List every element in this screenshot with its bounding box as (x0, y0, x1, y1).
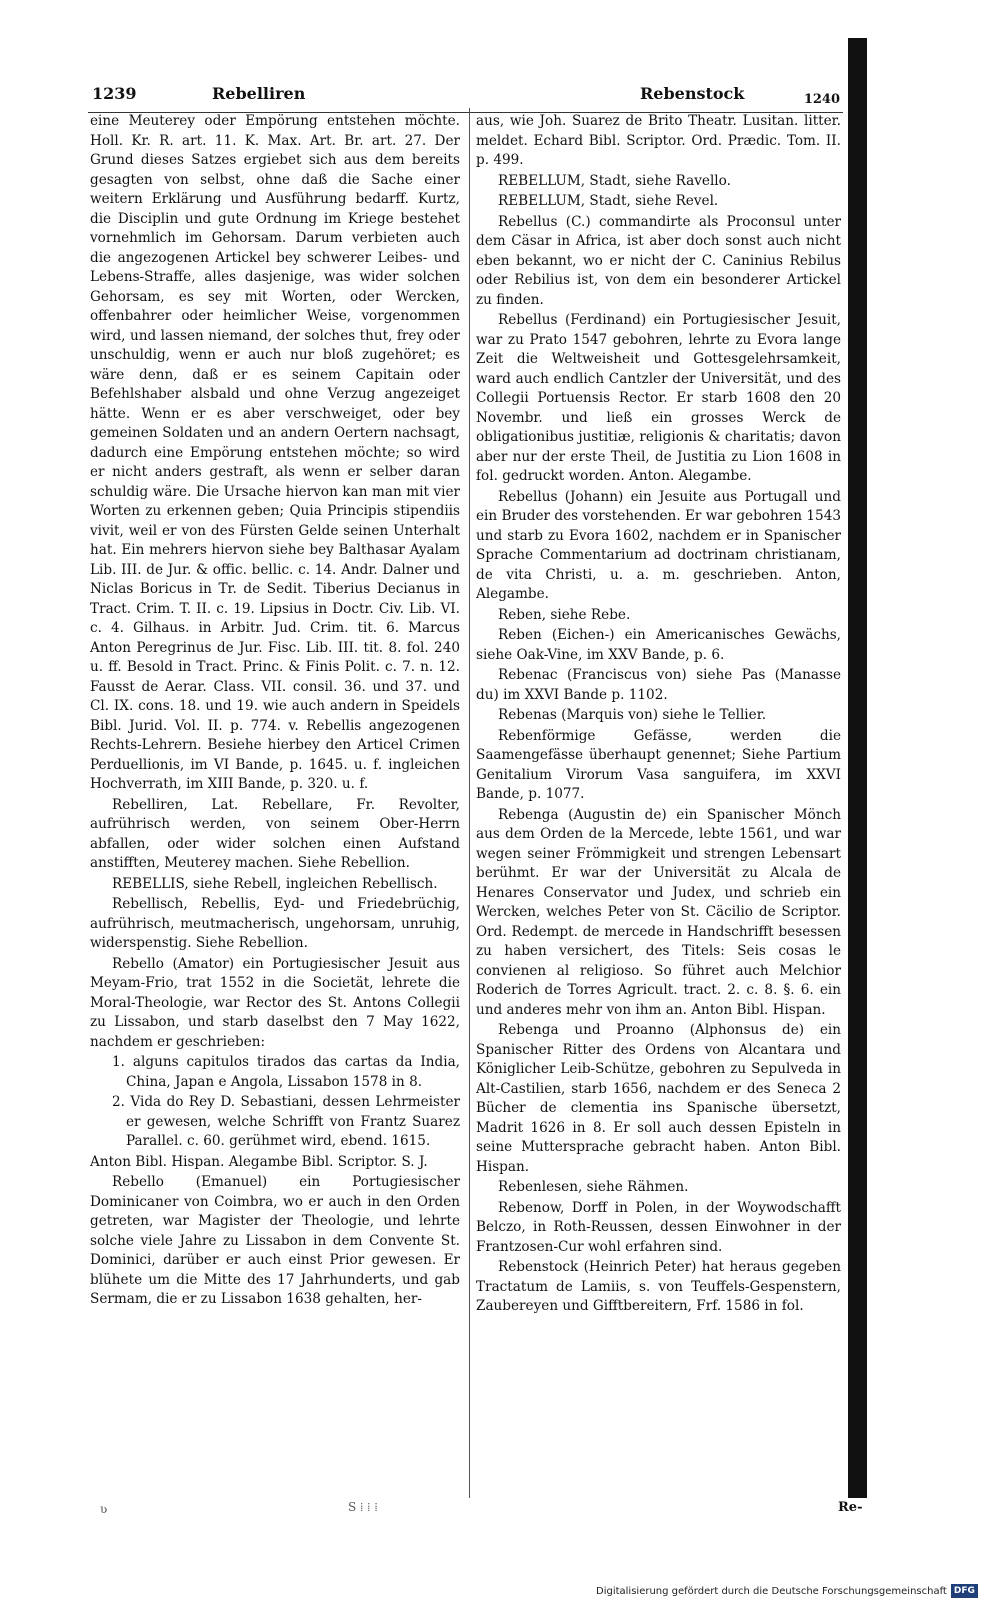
running-head-right: Rebenstock (640, 84, 745, 103)
footer-mark-left: ʋ (100, 1502, 108, 1516)
dfg-logo: DFG (951, 1584, 978, 1598)
page-number-right: 1240 (803, 92, 840, 107)
entry-paragraph: Rebenga (Augustin de) ein Spanischer Mönch aus dem Orden de la Mercede, lebte 1561, und war wegen seiner Frömmigkeit und strengen Lebensart berühmt. Er war der Universität zu Alcala de Henares Conservator und Judex, und schrieb ein Wercken, welches Peter von St. Cäcilio de Scriptor. Ord. Redempt. de mercede in Handschrifft besessen zu haben versichert, des Titels: Seis cosas le convienen al religioso. So führet auch Melchior Roderich de Torres Agricult. tract. 2. c. 8. §. 6. ein und anderes mehr von ihm an. Anton Bibl. Hispan. (476, 806, 841, 1018)
entry-paragraph: Rebellus (Ferdinand) ein Portugiesischer Jesuit, war zu Prato 1547 gebohren, lehrte zu Evora lange Zeit die Weltweisheit und Gottesgelehrsamkeit, ward auch endlich Cantzler der Universität, und des Collegii Portuensis Rector. Er starb 1608 den 20 Novembr. und ließ ein grosses Werck de obligationibus justitiæ, religionis & charitatis; davon aber nur der erste Theil, de Justitia zu Lion 1608 in fol. gedruckt worden. Anton. Alegambe. (476, 312, 841, 484)
page-number-left: 1239 (92, 84, 137, 103)
entry-paragraph: REBELLUM, Stadt, siehe Revel. (498, 193, 719, 209)
entry-paragraph: Rebello (Amator) ein Portugiesischer Jesuit aus Meyam-Frio, trat 1552 in die Societät, lehrete die Moral-Theologie, war Rector des St. Antons Collegii zu Lissabon, und starb daselbst den 7 May 1622, nachdem er geschrieben: (90, 955, 460, 1050)
footer-signature-mark: S ⁞ ⁞ ⁞ (348, 1500, 378, 1514)
entry-paragraph: Reben (Eichen-) ein Americanisches Gewächs, siehe Oak-Vine, im XXV Bande, p. 6. (476, 627, 841, 663)
entry-paragraph: Rebenac (Franciscus von) siehe Pas (Manasse du) im XXVI Bande p. 1102. (476, 667, 841, 703)
entry-paragraph: Rebenga und Proanno (Alphonsus de) ein Spanischer Ritter des Ordens von Alcantara und Königlicher Leib-Schütze, gebohren zu Sepulveda in Alt-Castilien, starb 1656, nachdem er des Seneca 2 Bücher de clementia ins Spanische übersetzt, Madrit 1626 in 8. Er soll auch dessen Episteln in seine Muttersprache gebracht haben. Anton Bibl. Hispan. (476, 1022, 841, 1175)
entry-paragraph: eine Meuterey oder Empörung entstehen möchte. Holl. Kr. R. art. 11. K. Max. Art. Br. art. 27. Der Grund dieses Satzes ergiebet sich aus dem bereits gesagten von selbst, ohne daß die Sache einer weitern Erklärung und Ausführung bedarff. Kurtz, die Disciplin und gute Ordnung im Kriege bestehet vornehmlich im Gehorsam. Darum verbieten auch die angezogenen Artickel bey schwerer Leibes- und Lebens-Straffe, alles dasjenige, was wider solchen Gehorsam, es sey mit Worten, oder Wercken, offenbahrer oder heimlicher Weise, vorgenommen wird, und lassen niemand, der solches thut, frey oder unschuldig, wenn er auch nur bloß zugehöret; es wäre denn, daß er es seinem Capitain oder Befehlshaber alsbald und ohne Verzug angezeiget hätte. Wenn er es aber verschweiget, oder bey gemeinen Soldaten und an andern Oertern nachsagt, dadurch eine Empörung entstehen möchte; so wird er nicht anders gestraft, als wenn er selber daran schuldig wäre. Die Ursache hiervon kan man mit vier Worten zu erkennen geben; Quia Principis stipendiis vivit, weil er von des Fürsten Gelde seinen Unterhalt hat. Ein mehrers hiervon siehe bey Balthasar Ayalam Lib. III. de Jur. & offic. bellic. c. 14. Andr. Dalner und Niclas Boricus in Tr. de Sedit. Tiberius Decianus in Tract. Crim. T. II. c. 19. Lipsius in Doctr. Civ. Lib. VI. c. 4. Gilhaus. in Arbitr. Jud. Crim. tit. 6. Marcus Anton Peregrinus de Jur. Fisc. Lib. III. tit. 8. fol. 240 u. ff. Besold in Tract. Princ. & Finis Polit. c. 7. n. 12. Fausst de Aerar. Class. VII. consil. 36. und 37. und Cl. IX. cons. 18. und 19. wie auch andern in Speidels Bibl. Jurid. Vol. II. p. 774. v. Rebellis angezogenen Rechts-Lehrern. Besiehe hierbey den Articel Crimen Perduellionis, im VI Bande, p. 1645. u. f. ingleichen Hochverrath, im XIII Bande, p. 320. u. f. (90, 113, 460, 792)
left-column (90, 112, 460, 1502)
entry-paragraph: aus, wie Joh. Suarez de Brito Theatr. Lusitan. litter. meldet. Echard Bibl. Scriptor. Ord. Prædic. Tom. II. p. 499. (476, 113, 841, 168)
right-column (476, 112, 841, 1502)
entry-paragraph: Rebellisch, Rebellis, Eyd- und Friedebrüchig, aufrührisch, meutmacherisch, ungehorsam, unruhig, widerspenstig. Siehe Rebellion. (90, 896, 460, 951)
entry-paragraph: Rebenow, Dorff in Polen, in der Woywodschafft Belczo, in Roth-Reussen, dessen Einwohner in der Frantzosen-Cur wohl erfahren sind. (476, 1199, 841, 1255)
credit-text: Digitalisierung gefördert durch die Deutsche Forschungsgemeinschaft (596, 1585, 947, 1597)
entry-paragraph: Rebello (Emanuel) ein Portugiesischer Dominicaner von Coimbra, wo er auch in den Orden getreten, war Magister der Theologie, und lehrte solche viele Jahre zu Lissabon in dem Convente St. Dominici, darüber er auch einst Prior gewesen. Er blühete um die Mitte des 17 Jahrhunderts, und gab Sermam, die er zu Lissabon 1638 gehalten, her- (90, 1174, 460, 1307)
digitization-credit (596, 1584, 978, 1598)
entry-paragraph: REBELLUM, Stadt, siehe Ravello. (498, 172, 731, 189)
entry-paragraph: REBELLIS, siehe Rebell, ingleichen Rebellisch. (112, 875, 438, 892)
column-divider (469, 108, 470, 1498)
entry-paragraph: Rebenstock (Heinrich Peter) hat heraus gegeben Tractatum de Lamiis, s. von Teuffels-Gespenstern, Zaubereyen und Gifftbereitern, Frf. 1586 in fol. (476, 1259, 841, 1314)
entry-paragraph: Rebellus (Johann) ein Jesuite aus Portugall und ein Bruder des vorstehenden. Er war gebohren 1543 und starb zu Evora 1602, nachdem er in Spanischer Sprache Commentarium ad doctrinam christianam, de vita Christi, u. a. m. geschrieben. Anton, Alegambe. (476, 488, 841, 602)
entry-paragraph: Rebelliren, Lat. Rebellare, Fr. Revolter, aufrührisch werden, von seinem Ober-Herrn abfallen, oder wider solchen einen Aufstand anstifften, Meuterey machen. Siehe Rebellion. (90, 796, 460, 871)
catchword: Re- (838, 1500, 863, 1515)
page-edge-bar (848, 38, 867, 1498)
page-header (92, 80, 840, 110)
entry-paragraph: 2. Vida do Rey D. Sebastiani, dessen Lehrmeister er gewesen, welche Schrifft von Frantz Suarez Parallel. c. 60. gerühmet wird, ebend. 1615. (112, 1094, 460, 1149)
entry-paragraph: Rebellus (C.) commandirte als Proconsul unter dem Cäsar in Africa, ist aber doch sonst auch nicht eben bekannt, wo er nicht der C. Caninius Rebilus oder Rebilius ist, von dem ein besonderer Artickel zu finden. (476, 213, 841, 308)
entry-paragraph: Rebenas (Marquis von) siehe le Tellier. (498, 707, 767, 723)
entry-paragraph: Anton Bibl. Hispan. Alegambe Bibl. Scriptor. S. J. (90, 1153, 428, 1170)
entry-paragraph: Rebenförmige Gefässe, werden die Saamengefässe überhaupt genennet; Siehe Partium Genitalium Virorum Vasa sanguifera, im XXVI Bande, p. 1077. (476, 727, 841, 802)
running-head-left: Rebelliren (212, 84, 306, 103)
entry-paragraph: 1. alguns capitulos tirados das cartas da India, China, Japan e Angola, Lissabon 1578 in 8. (112, 1054, 460, 1090)
entry-paragraph: Rebenlesen, siehe Rähmen. (498, 1179, 689, 1195)
entry-paragraph: Reben, siehe Rebe. (498, 606, 631, 623)
